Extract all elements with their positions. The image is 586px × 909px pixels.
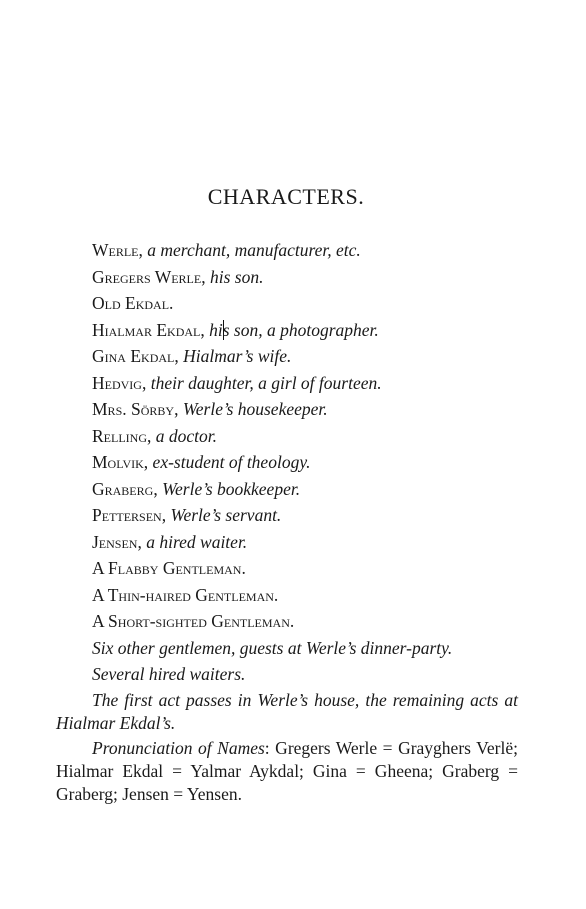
separator: , [147,425,156,446]
character-name: Mrs. Sörby [92,399,175,419]
character-description: his son. [209,266,264,287]
character-entry [92,264,532,291]
character-entry [92,290,532,317]
character-description: ex-student of theology. [152,452,311,472]
character-entry [92,396,532,423]
character-description: Hialmar’s wife. [183,346,292,366]
setting-note: The first act passes in Werle’s house, the remaining acts at Hialmar Ekdal’s. [56,690,518,733]
character-name: Hialmar Ekdal [92,319,201,340]
extras-waiters: Several hired waiters. [92,664,246,684]
character-description: Werle’s housekeeper. [182,399,328,419]
separator: , [200,319,210,340]
character-description: a hired waiter. [146,531,248,552]
separator: , [141,372,151,393]
page-title: CHARACTERS. [207,184,365,209]
character-entry [92,502,532,529]
character-entry [92,608,532,635]
character-entry [92,529,532,556]
separator: , [174,346,184,366]
character-entry [92,449,532,476]
character-description: Werle’s bookkeeper. [162,478,301,499]
character-entry [92,423,532,450]
character-name: Pettersen [92,505,162,525]
pronunciation-text: : Gregers Werle = Grayghers Verlë; Hialmar Ekdal = Yalmar Aykdal; Gina = Gheena; Graberg = Graberg; Jensen = Yensen. [56,738,518,804]
pronunciation-label: Pronunciation of Names [92,738,265,758]
character-name: Gina Ekdal [92,346,175,366]
separator: , [153,478,163,499]
extras-guests: Six other gentlemen, guests at Werle’s dinner-party. [92,637,453,658]
character-description: their daughter, a girl of fourteen. [150,372,382,393]
character-description: a doctor. [155,425,217,446]
separator: , [174,399,183,419]
separator: , [201,266,210,287]
character-entry [92,343,532,370]
separator: , [143,452,153,472]
character-name: A Flabby Gentleman [92,558,242,578]
character-name: A Short-sighted Gentleman [92,611,290,631]
character-name: Old Ekdal [92,293,170,313]
character-list [92,237,532,688]
character-name: Relling [92,425,147,446]
character-entry [92,555,532,582]
character-description-start: hi [209,319,223,340]
character-name: Hedvig [92,372,142,393]
character-entry [92,370,532,397]
character-description: s son, a photographer. [222,319,379,340]
character-name: Graberg [92,478,154,499]
character-description: a merchant, manufacturer, etc. [147,240,361,260]
character-description: Werle’s servant. [170,505,282,525]
character-name: Werle [92,240,139,260]
separator: , [161,505,171,525]
pronunciation-note [56,737,518,806]
character-entry [92,476,532,503]
character-name: Gregers Werle [92,266,202,287]
character-name: Molvik [92,452,144,472]
character-name: Jensen [92,531,138,552]
character-name: A Thin-haired Gentleman [92,584,274,605]
separator: . [273,584,279,605]
separator: . [241,558,246,578]
separator: , [138,240,148,260]
separator: , [137,531,147,552]
character-entry [92,237,532,264]
character-entry [92,582,532,609]
character-entry [92,317,532,344]
separator: . [169,293,174,313]
separator: . [289,611,295,631]
